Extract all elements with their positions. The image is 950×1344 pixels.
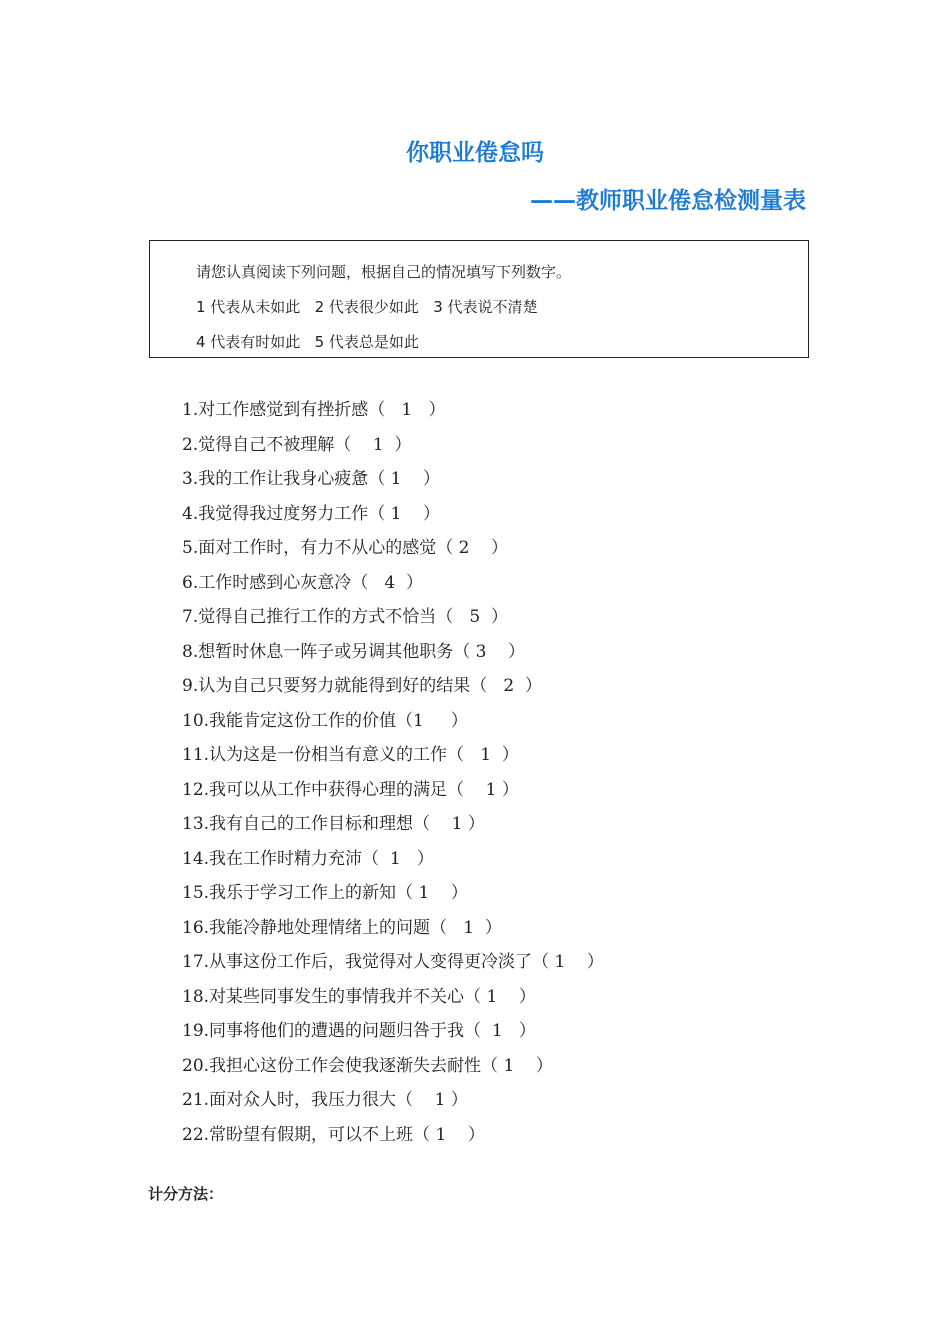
question-item: 22.常盼望有假期，可以不上班（ 1 ） [182,1124,485,1145]
question-item: 17.从事这份工作后，我觉得对人变得更冷淡了（ 1 ） [182,952,604,972]
question-item: 20.我担心这份工作会使我逐渐失去耐性（ 1 ） [182,1055,553,1076]
question-item: 18.对某些同事发生的事情我并不关心（ 1 ） [182,986,536,1007]
question-item: 3.我的工作让我身心疲惫（ 1 ） [182,469,441,489]
question-item: 6.工作时感到心灰意冷（ 4 ） [182,572,424,593]
question-item: 5.面对工作时，有力不从心的感觉（ 2 ） [182,538,509,558]
question-item: 10.我能肯定这份工作的价值（1 ） [182,710,468,731]
question-item: 13.我有自己的工作目标和理想（ 1 ） [182,814,485,834]
question-item: 1.对工作感觉到有挫折感（ 1 ） [182,400,446,420]
question-item: 14.我在工作时精力充沛（ 1 ） [182,848,434,869]
question-item: 4.我觉得我过度努力工作（ 1 ） [182,503,441,524]
question-item: 2.觉得自己不被理解（ 1 ） [182,434,412,455]
question-item: 21.面对众人时，我压力很大（ 1 ） [182,1090,468,1110]
question-item: 15.我乐于学习工作上的新知（ 1 ） [182,883,468,903]
question-item: 19.同事将他们的遭遇的问题归咎于我（ 1 ） [182,1021,536,1041]
page-subtitle: ——教师职业倦怠检测量表 [530,188,806,214]
scoring-method-label: 计分方法： [148,1185,224,1203]
question-item: 7.觉得自己推行工作的方式不恰当（ 5 ） [182,607,509,627]
instructions-line-1: 请您认真阅读下列问题，根据自己的情况填写下列数字。 [196,263,572,281]
instructions-line-2: 1 代表从未如此 2 代表很少如此 3 代表说不清楚 [196,298,538,316]
question-item: 16.我能冷静地处理情绪上的问题（ 1 ） [182,917,502,938]
question-list [182,397,604,1156]
instructions-line-3: 4 代表有时如此 5 代表总是如此 [196,333,419,351]
question-item: 9.认为自己只要努力就能得到好的结果（ 2 ） [182,676,543,696]
question-item: 12.我可以从工作中获得心理的满足（ 1 ） [182,779,519,800]
question-item: 8.想暂时休息一阵子或另调其他职务（ 3 ） [182,641,526,662]
question-item: 11.认为这是一份相当有意义的工作（ 1 ） [182,745,519,765]
instructions-box [149,240,809,358]
page-title: 你职业倦怠吗 [406,140,544,166]
